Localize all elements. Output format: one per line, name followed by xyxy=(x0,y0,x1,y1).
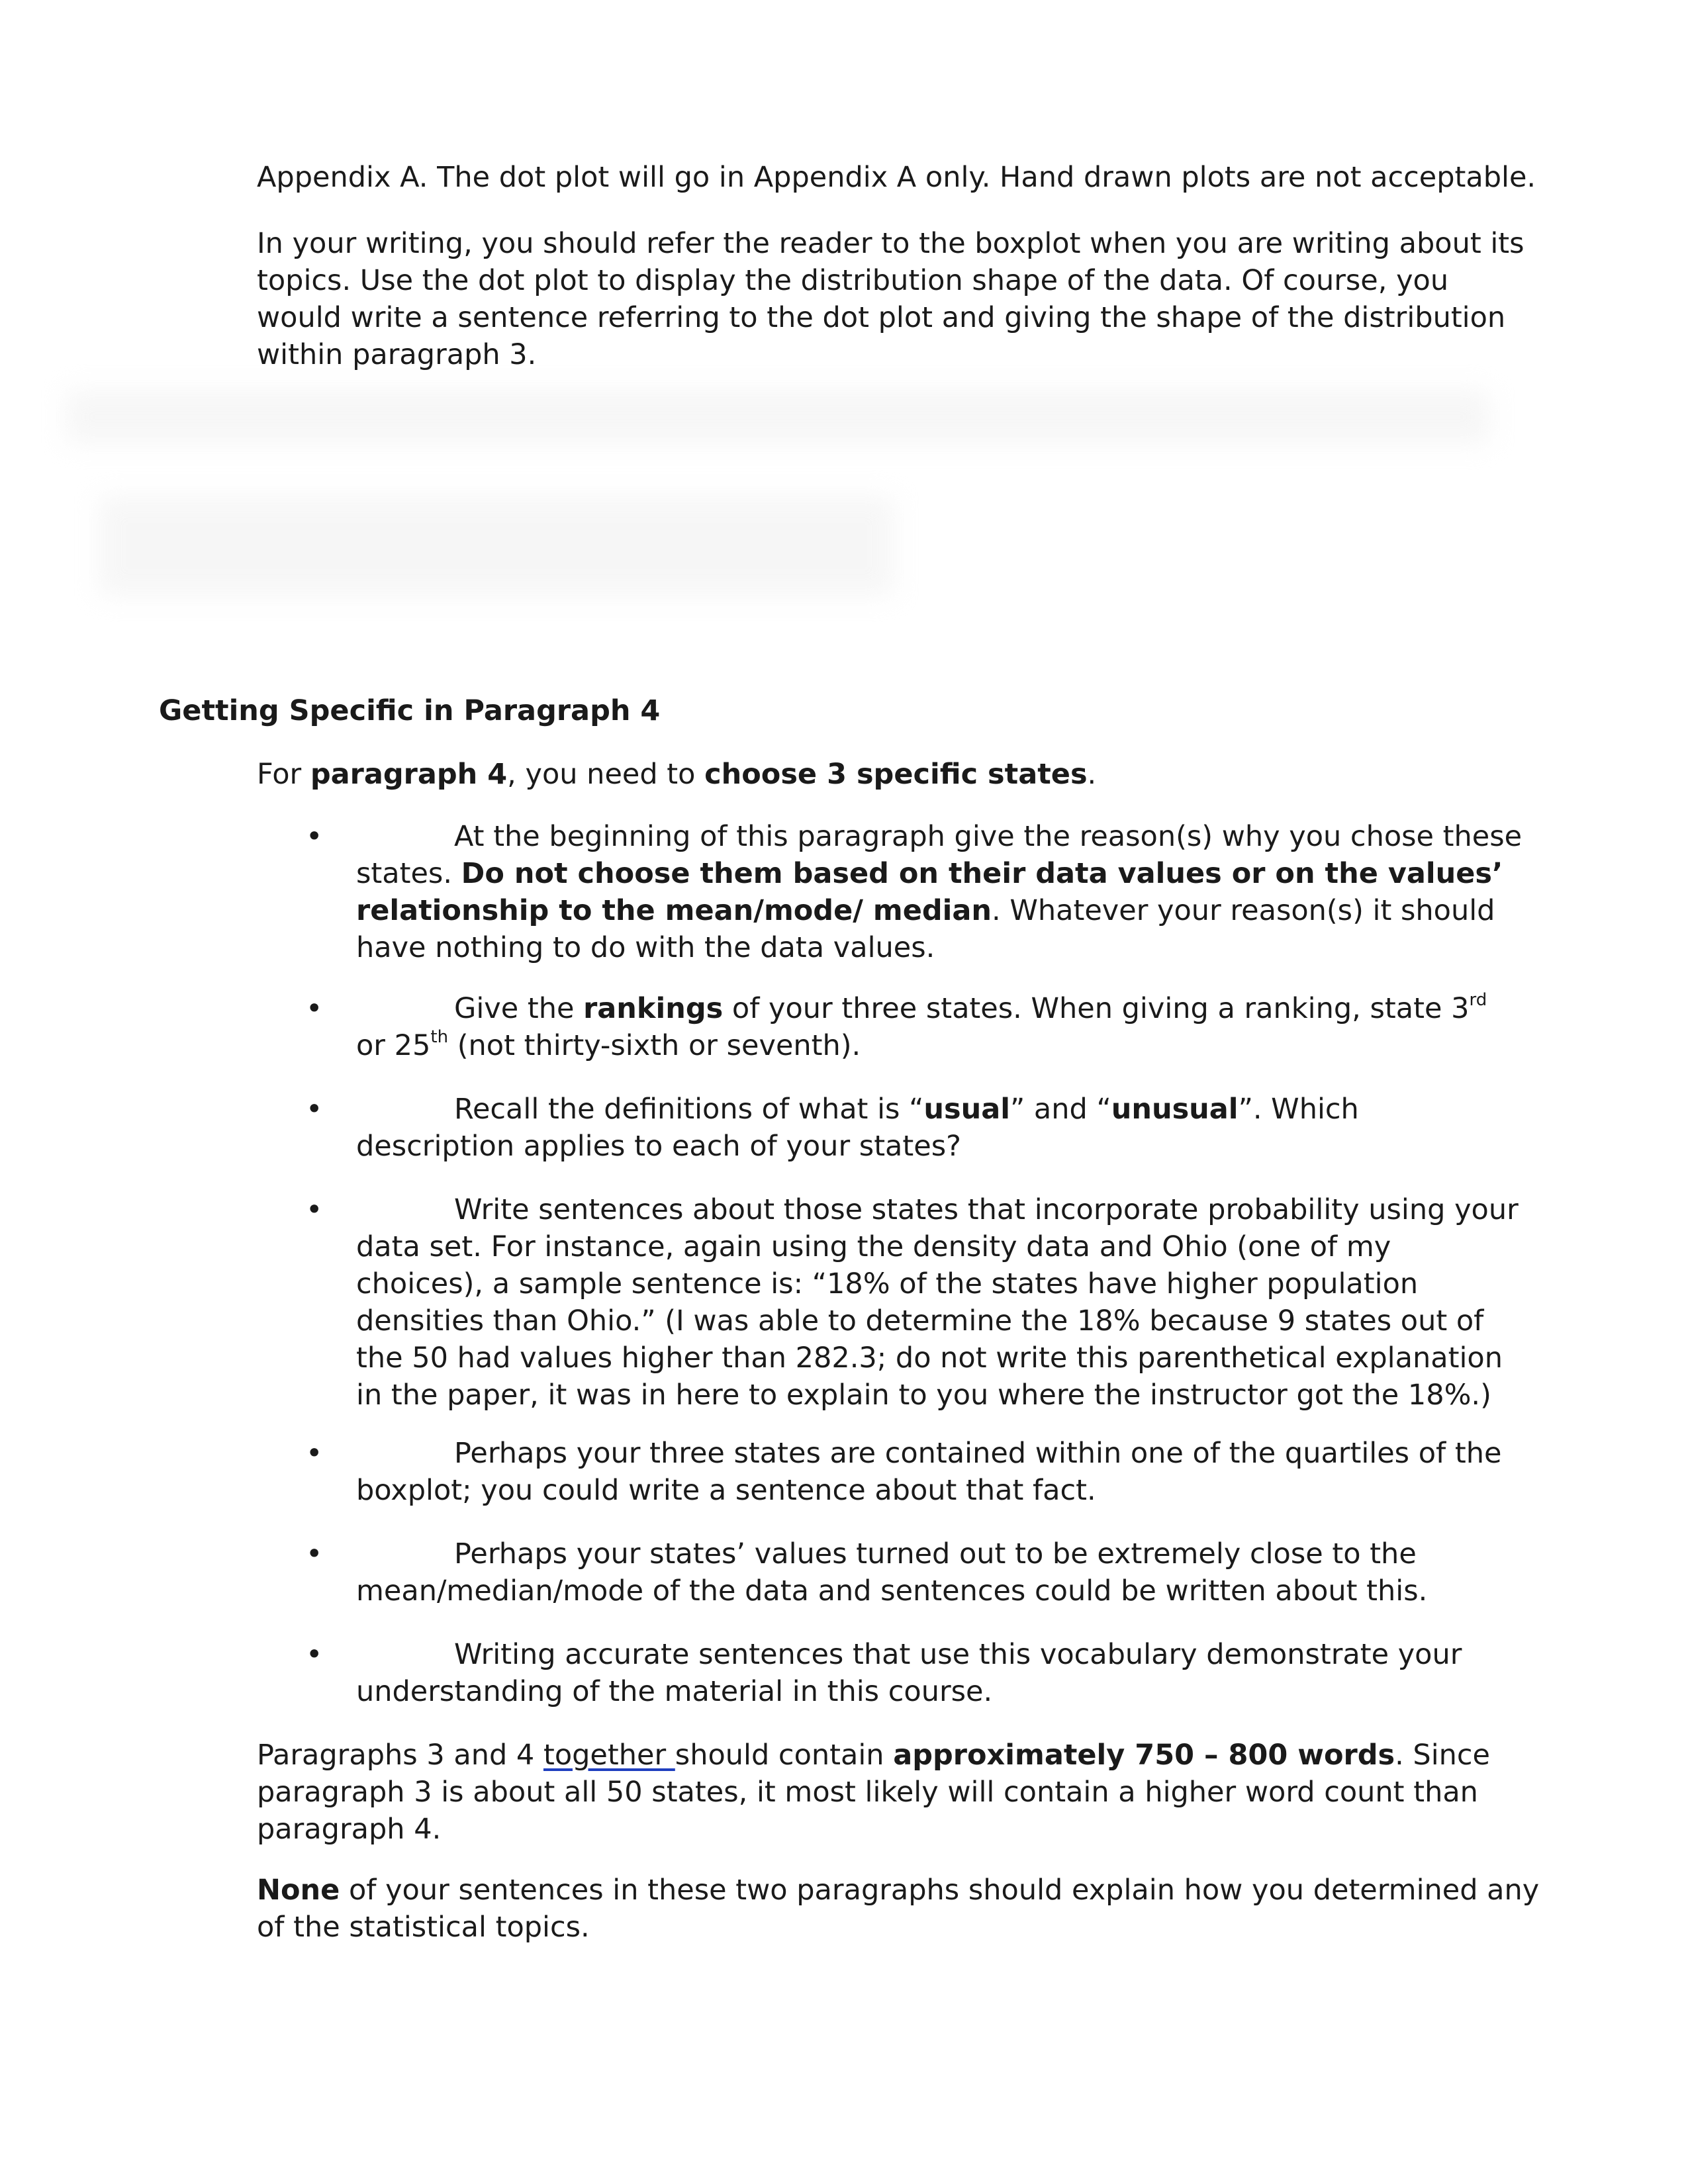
bullet-dot: • xyxy=(306,1437,323,1470)
list-item xyxy=(306,1091,1523,1165)
intro-bold-choose: choose 3 specific states xyxy=(704,758,1088,791)
bullet-1-bold: Do not choose them based on their data values or on the values’ relationship to the mean/mode/ median xyxy=(356,857,1503,927)
section-heading: Getting Specific in Paragraph 4 xyxy=(159,694,661,727)
intro-mid: , you need to xyxy=(507,758,705,791)
list-item xyxy=(306,1636,1523,1710)
bullet-2-mid2: or 25 xyxy=(356,1029,431,1062)
none-bold: None xyxy=(257,1874,340,1907)
bullet-dot: • xyxy=(306,992,323,1025)
bullet-3-bold-unusual: unusual xyxy=(1111,1093,1239,1126)
faded-region-top xyxy=(66,390,1489,443)
bullet-6-text: Perhaps your states’ values turned out to be extremely close to the mean/median/mode of the data and sentences could be written about this. xyxy=(356,1537,1428,1608)
bullet-1-pre: At the beginning of this paragraph give the reason(s) why you chose these states. xyxy=(356,820,1523,890)
faded-region-bottom xyxy=(99,496,894,596)
bullet-2-pre: Give the xyxy=(454,992,584,1025)
none-post: of your sentences in these two paragraphs should explain how you determined any of the statistical topics. xyxy=(257,1874,1540,1944)
bullet-4-text: Write sentences about those states that incorporate probability using your data set. For instance, again using the density data and Ohio (one of my choices), a sample sentence is: “18% of the states have higher population densities than Ohio.” (I was able to determine the 18% because 9 states out of the 50 had values higher than 282.3; do not write this parenthetical explanation in the paper, it was in here to explain to you where the instructor got the 18%.) xyxy=(356,1193,1519,1412)
bullet-dot: • xyxy=(306,1638,323,1671)
words-pre: Paragraphs 3 and 4 xyxy=(257,1739,543,1772)
bullet-1-post: . Whatever your reason(s) it should have nothing to do with the data values. xyxy=(356,894,1495,964)
bullet-dot: • xyxy=(306,1193,323,1226)
bullet-dot: • xyxy=(306,1093,323,1126)
intro-pre: For xyxy=(257,758,310,791)
intro-paragraph xyxy=(257,756,1541,793)
list-item xyxy=(306,818,1523,966)
together-link[interactable]: together xyxy=(543,1739,675,1772)
none-paragraph xyxy=(257,1872,1541,1946)
words-post: . Since paragraph 3 is about all 50 states, it most likely will contain a higher word count than paragraph 4. xyxy=(257,1739,1491,1846)
bullet-2-bold: rankings xyxy=(583,992,724,1025)
bullet-3-pre: Recall the definitions of what is “ xyxy=(454,1093,924,1126)
list-item xyxy=(306,1191,1523,1414)
words-bold: approximately 750 – 800 words xyxy=(893,1739,1395,1772)
intro-end: . xyxy=(1087,758,1097,791)
bullet-7-text: Writing accurate sentences that use this vocabulary demonstrate your understanding of the material in this course. xyxy=(356,1638,1462,1708)
bullet-3-post: ”. Which description applies to each of your states? xyxy=(356,1093,1359,1163)
words-mid: should contain xyxy=(675,1739,894,1772)
bullet-2-post: (not thirty-sixth or seventh). xyxy=(448,1029,861,1062)
bullet-dot: • xyxy=(306,820,323,853)
writing-instructions-paragraph: In your writing, you should refer the reader to the boxplot when you are writing about its topics. Use the dot plot to display the distribution shape of the data. Of course, you would write a sentence referring to the dot plot and giving the shape of the distribution within paragraph 3. xyxy=(257,227,1524,371)
appendix-line: Appendix A. The dot plot will go in Appendix A only. Hand drawn plots are not acceptable. xyxy=(257,161,1536,194)
bullet-2-mid: of your three states. When giving a ranking, state 3 xyxy=(723,992,1470,1025)
bullet-3-bold-usual: usual xyxy=(923,1093,1010,1126)
bullet-2-sup-rd: rd xyxy=(1469,989,1487,1010)
bullet-5-text: Perhaps your three states are contained within one of the quartiles of the boxplot; you could write a sentence about that fact. xyxy=(356,1437,1502,1507)
intro-bold-paragraph: paragraph 4 xyxy=(310,758,508,791)
bullet-2-sup-th: th xyxy=(430,1026,449,1047)
bullet-dot: • xyxy=(306,1537,323,1570)
list-item xyxy=(306,989,1523,1064)
list-item xyxy=(306,1435,1523,1509)
list-item xyxy=(306,1535,1523,1610)
bullet-3-mid: ” and “ xyxy=(1009,1093,1111,1126)
word-count-paragraph xyxy=(257,1737,1541,1848)
